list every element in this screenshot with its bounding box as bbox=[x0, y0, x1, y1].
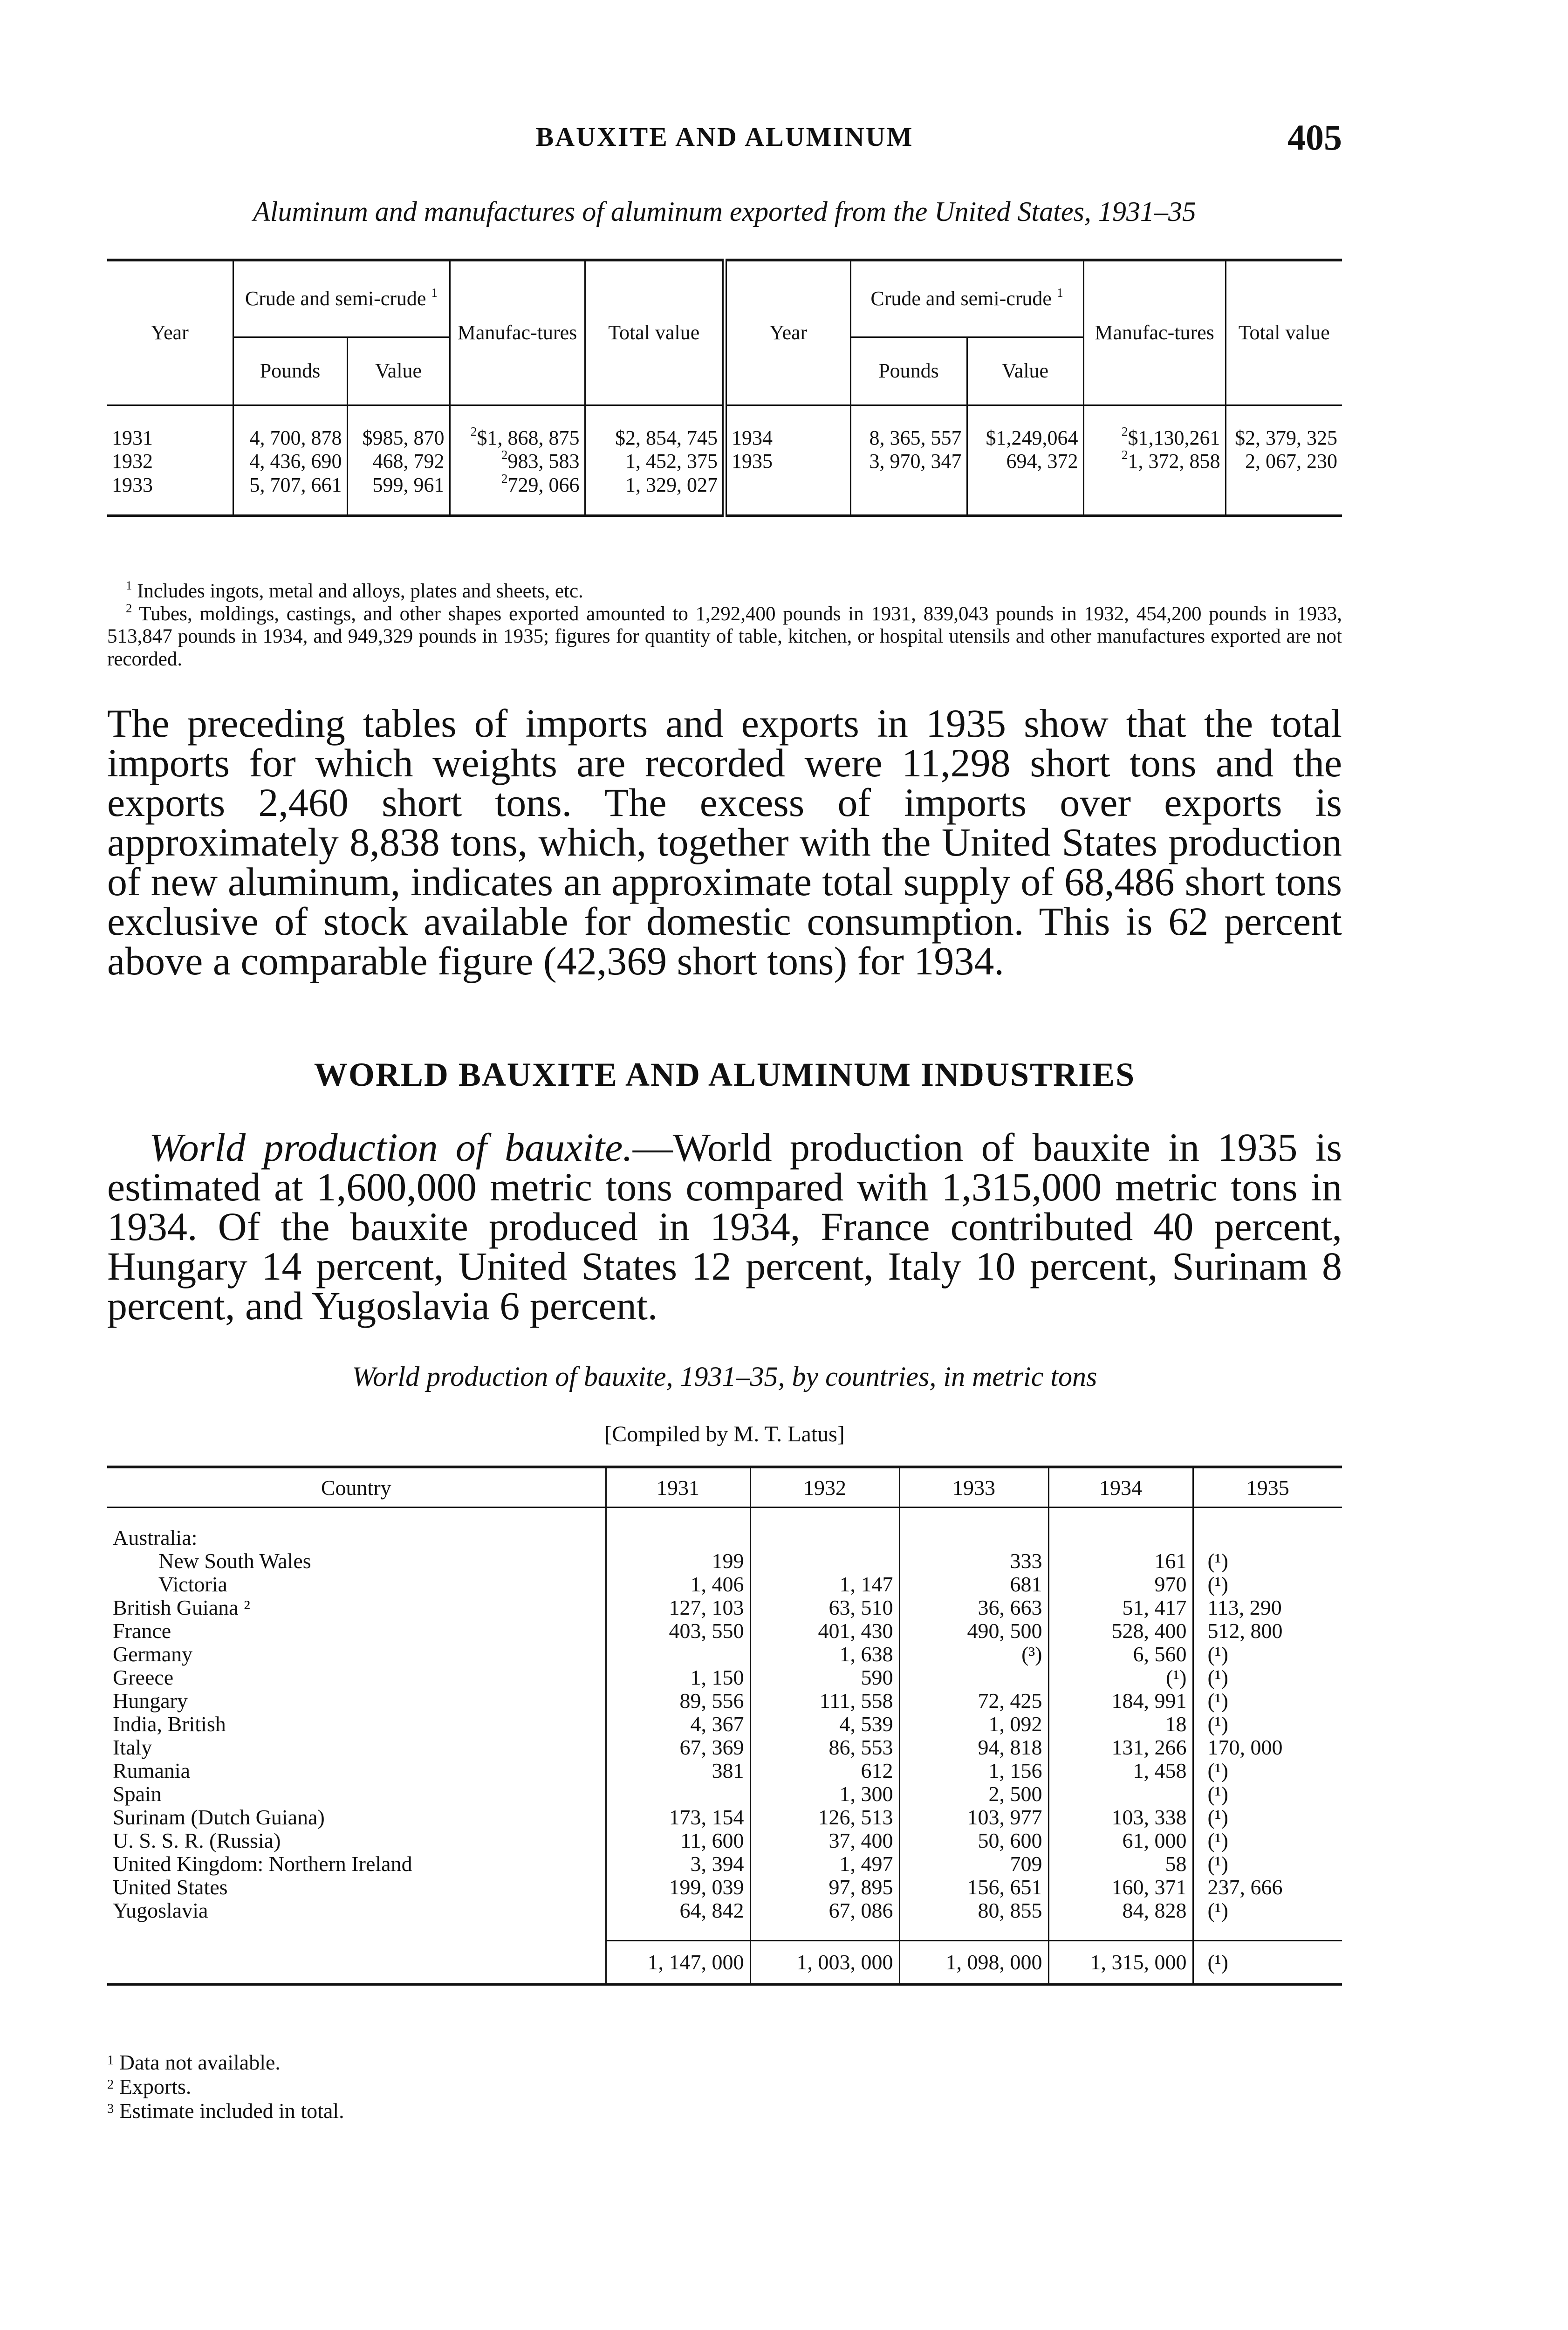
country-cell: Victoria bbox=[107, 1573, 606, 1596]
value-cell: 67, 369 bbox=[606, 1736, 750, 1759]
value-cell: 89, 556 bbox=[606, 1689, 750, 1713]
col-1932: 1932 bbox=[750, 1467, 899, 1508]
body-paragraph: The preceding tables of imports and exports in 1935 show that the total imports for which weights are recorded were 11,298 short tons and the exports 2,460 short tons. The excess of imports over exports is approximately 8,838 tons, which, together with the United States production of new aluminum, indicates an approximate total supply of 68,486 short tons exclusive of stock available for domestic consumption. This is 62 percent above a comparable figure (42,369 short tons) for 1934. bbox=[107, 701, 1342, 983]
col-1931: 1931 bbox=[606, 1467, 750, 1508]
value-cell: 103, 977 bbox=[899, 1806, 1048, 1829]
value-cell: 51, 417 bbox=[1048, 1596, 1193, 1619]
value-cell: 199, 039 bbox=[606, 1876, 750, 1899]
country-cell: France bbox=[107, 1619, 606, 1643]
value-cell: 94, 818 bbox=[899, 1736, 1048, 1759]
table-row: 1931 4, 700, 878 $985, 870 $^2$\$1, 868, 875 $2, 854, 745 1934 8, 365, 557 $1,249,064 $^2$\$1,130,261 $2, 379, 325 bbox=[107, 426, 1342, 450]
value-cell: 403, 550 bbox=[606, 1619, 750, 1643]
value-cell: (¹) bbox=[1207, 1758, 1228, 1782]
table-row bbox=[107, 1596, 1342, 1619]
value-cell: 1, 458 bbox=[1048, 1759, 1193, 1782]
col-1933: 1933 bbox=[899, 1467, 1048, 1508]
table-row bbox=[107, 1689, 1342, 1713]
value-cell: 64, 842 bbox=[606, 1899, 750, 1922]
table-row bbox=[107, 1876, 1342, 1899]
col-value-2: Value bbox=[967, 337, 1083, 404]
value-cell: 127, 103 bbox=[606, 1596, 750, 1619]
value-cell bbox=[606, 1782, 750, 1806]
country-cell: Greece bbox=[107, 1666, 606, 1689]
footnote: $^1$ Data not available. bbox=[107, 2050, 281, 2074]
value-cell: 1, 638 bbox=[750, 1643, 899, 1666]
production-footnotes bbox=[107, 2050, 344, 2123]
value-cell: 237, 666 bbox=[1207, 1875, 1283, 1899]
value-cell: (¹) bbox=[1207, 1898, 1228, 1922]
value-cell: 199 bbox=[606, 1549, 750, 1573]
value-cell: (¹) bbox=[1048, 1666, 1193, 1689]
value-cell: 512, 800 bbox=[1207, 1618, 1283, 1643]
table-row bbox=[107, 1573, 1342, 1596]
value-cell bbox=[606, 1643, 750, 1666]
value-cell: 126, 513 bbox=[750, 1806, 899, 1829]
value-cell: 173, 154 bbox=[606, 1806, 750, 1829]
col-crude-2: Crude and semi-crude $^1$ bbox=[850, 260, 1083, 337]
table-row bbox=[107, 1829, 1342, 1852]
production-table bbox=[107, 1466, 1342, 1986]
value-cell: 1, 147 bbox=[750, 1573, 899, 1596]
section-heading: WORLD BAUXITE AND ALUMINUM INDUSTRIES bbox=[314, 1056, 1136, 1093]
value-cell: 50, 600 bbox=[899, 1829, 1048, 1852]
table-row bbox=[107, 1806, 1342, 1829]
value-cell: 160, 371 bbox=[1048, 1876, 1193, 1899]
value-cell: 63, 510 bbox=[750, 1596, 899, 1619]
col-manufactures-2: Manufac-tures bbox=[1083, 260, 1226, 404]
totals-row bbox=[107, 1941, 1342, 1985]
exports-table-caption: Aluminum and manufactures of aluminum exported from the United States, 1931–35 bbox=[253, 196, 1196, 227]
table-row bbox=[107, 1619, 1342, 1643]
value-cell: (¹) bbox=[1207, 1688, 1228, 1713]
col-year: Year bbox=[107, 260, 233, 404]
col-1935: 1935 bbox=[1193, 1467, 1342, 1508]
col-total-2: Total value bbox=[1226, 260, 1342, 404]
page-number: 405 bbox=[1287, 117, 1342, 158]
col-year-2: Year bbox=[725, 260, 850, 404]
value-cell: (¹) bbox=[1207, 1805, 1228, 1829]
table-row: 1933 5, 707, 661 599, 961 $^2$729, 066 1, 329, 027 bbox=[107, 473, 1342, 497]
value-cell: (¹) bbox=[1207, 1642, 1228, 1666]
value-cell: 1, 150 bbox=[606, 1666, 750, 1689]
value-cell: 80, 855 bbox=[899, 1899, 1048, 1922]
value-cell: 131, 266 bbox=[1048, 1736, 1193, 1759]
country-cell: New South Wales bbox=[107, 1549, 606, 1573]
value-cell: 381 bbox=[606, 1759, 750, 1782]
value-cell: (¹) bbox=[1207, 1828, 1228, 1852]
value-cell bbox=[1048, 1782, 1193, 1806]
value-cell: 4, 539 bbox=[750, 1713, 899, 1736]
value-cell bbox=[750, 1549, 899, 1573]
col-total: Total value bbox=[585, 260, 725, 404]
value-cell: 103, 338 bbox=[1048, 1806, 1193, 1829]
exports-footnotes bbox=[107, 580, 1342, 671]
country-cell: Spain bbox=[107, 1782, 606, 1806]
country-cell: Surinam (Dutch Guiana) bbox=[107, 1806, 606, 1829]
value-cell: 1, 300 bbox=[750, 1782, 899, 1806]
table-row bbox=[107, 1782, 1342, 1806]
value-cell bbox=[899, 1666, 1048, 1689]
col-manufactures: Manufac-tures bbox=[450, 260, 585, 404]
value-cell: (¹) bbox=[1207, 1712, 1228, 1736]
table-group-row: Australia: bbox=[107, 1526, 1342, 1549]
value-cell: 333 bbox=[899, 1549, 1048, 1573]
value-cell: 18 bbox=[1048, 1713, 1193, 1736]
total-cell: 1, 147, 000 bbox=[606, 1941, 750, 1985]
total-cell: 1, 003, 000 bbox=[750, 1941, 899, 1985]
total-cell: (¹) bbox=[1193, 1941, 1342, 1985]
value-cell: 111, 558 bbox=[750, 1689, 899, 1713]
value-cell: 37, 400 bbox=[750, 1829, 899, 1852]
body-paragraph: World production of bauxite.—World production of bauxite in 1935 is estimated at 1,600,000 metric tons compared with 1,315,000 metric tons in 1934. Of the bauxite produced in 1934, France contributed 40 percent, Hungary 14 percent, United States 12 percent, Italy 10 percent, Surinam 8 percent, and Yugoslavia 6 percent. bbox=[107, 1125, 1342, 1328]
value-cell: 2, 500 bbox=[899, 1782, 1048, 1806]
value-cell: 612 bbox=[750, 1759, 899, 1782]
country-cell: Hungary bbox=[107, 1689, 606, 1713]
value-cell: 490, 500 bbox=[899, 1619, 1048, 1643]
col-pounds-2: Pounds bbox=[850, 337, 967, 404]
footnote: $^3$ Estimate included in total. bbox=[107, 2099, 344, 2123]
value-cell: 6, 560 bbox=[1048, 1643, 1193, 1666]
value-cell: (³) bbox=[899, 1643, 1048, 1666]
value-cell: 161 bbox=[1048, 1549, 1193, 1573]
value-cell: 156, 651 bbox=[899, 1876, 1048, 1899]
paragraph-lead: World production of bauxite. bbox=[149, 1125, 633, 1170]
value-cell: 970 bbox=[1048, 1573, 1193, 1596]
value-cell: 36, 663 bbox=[899, 1596, 1048, 1619]
country-cell: British Guiana ² bbox=[107, 1596, 606, 1619]
table-row bbox=[107, 1549, 1342, 1573]
value-cell: 11, 600 bbox=[606, 1829, 750, 1852]
exports-table bbox=[107, 259, 1342, 517]
running-header bbox=[107, 116, 1342, 163]
table-row bbox=[107, 1713, 1342, 1736]
total-cell: 1, 315, 000 bbox=[1048, 1941, 1193, 1985]
country-cell: India, British bbox=[107, 1713, 606, 1736]
value-cell: 3, 394 bbox=[606, 1852, 750, 1876]
col-pounds: Pounds bbox=[233, 337, 347, 404]
country-cell: Italy bbox=[107, 1736, 606, 1759]
country-cell: United Kingdom: Northern Ireland bbox=[107, 1852, 606, 1876]
value-cell: 170, 000 bbox=[1207, 1735, 1283, 1759]
col-value: Value bbox=[347, 337, 450, 404]
table-row bbox=[107, 1736, 1342, 1759]
footnote: $^2$ Tubes, moldings, castings, and other shapes exported amounted to 1,292,400 pounds in 1931, 839,043 pounds in 1932, 454,200 pounds in 1933, 513,847 pounds in 1934, and 949,329 pounds in 1935; figures for quantity of table, kitchen, or hospital utensils and other manufactures exported are not recorded. bbox=[107, 601, 1342, 670]
value-cell: (¹) bbox=[1207, 1851, 1228, 1876]
country-cell: Germany bbox=[107, 1643, 606, 1666]
value-cell: 4, 367 bbox=[606, 1713, 750, 1736]
total-cell: 1, 098, 000 bbox=[899, 1941, 1048, 1985]
table-row bbox=[107, 1899, 1342, 1922]
value-cell: 528, 400 bbox=[1048, 1619, 1193, 1643]
country-cell: Yugoslavia bbox=[107, 1899, 606, 1922]
running-title: BAUXITE AND ALUMINUM bbox=[535, 122, 914, 152]
table-row bbox=[107, 1643, 1342, 1666]
country-cell: U. S. S. R. (Russia) bbox=[107, 1829, 606, 1852]
value-cell: 1, 406 bbox=[606, 1573, 750, 1596]
col-1934: 1934 bbox=[1048, 1467, 1193, 1508]
footnote: $^1$ Includes ingots, metal and alloys, plates and sheets, etc. bbox=[126, 578, 583, 602]
value-cell: 1, 497 bbox=[750, 1852, 899, 1876]
value-cell: (¹) bbox=[1207, 1572, 1228, 1596]
footnote: $^2$ Exports. bbox=[107, 2075, 192, 2098]
value-cell: 84, 828 bbox=[1048, 1899, 1193, 1922]
value-cell: 97, 895 bbox=[750, 1876, 899, 1899]
col-crude: Crude and semi-crude $^1$ bbox=[233, 260, 450, 337]
value-cell: 86, 553 bbox=[750, 1736, 899, 1759]
value-cell: 401, 430 bbox=[750, 1619, 899, 1643]
value-cell: 1, 092 bbox=[899, 1713, 1048, 1736]
value-cell: 590 bbox=[750, 1666, 899, 1689]
table-row bbox=[107, 1852, 1342, 1876]
value-cell: (¹) bbox=[1207, 1782, 1228, 1806]
value-cell: 58 bbox=[1048, 1852, 1193, 1876]
value-cell: (¹) bbox=[1207, 1665, 1228, 1689]
value-cell: 709 bbox=[899, 1852, 1048, 1876]
country-cell: Rumania bbox=[107, 1759, 606, 1782]
value-cell: 72, 425 bbox=[899, 1689, 1048, 1713]
table-row bbox=[107, 1759, 1342, 1782]
compiled-by-note: [Compiled by M. T. Latus] bbox=[604, 1422, 845, 1446]
value-cell: 61, 000 bbox=[1048, 1829, 1193, 1852]
production-table-caption: World production of bauxite, 1931–35, by countries, in metric tons bbox=[352, 1361, 1097, 1392]
value-cell: 681 bbox=[899, 1573, 1048, 1596]
value-cell: (¹) bbox=[1207, 1549, 1228, 1573]
table-row bbox=[107, 1666, 1342, 1689]
table-row: 1932 4, 436, 690 468, 792 $^2$983, 583 1, 452, 375 1935 3, 970, 347 694, 372 $^2$1, 372, 858 2, 067, 230 bbox=[107, 450, 1342, 473]
col-country: Country bbox=[107, 1467, 606, 1508]
value-cell: 113, 290 bbox=[1207, 1595, 1282, 1619]
value-cell: 184, 991 bbox=[1048, 1689, 1193, 1713]
value-cell: 1, 156 bbox=[899, 1759, 1048, 1782]
value-cell: 67, 086 bbox=[750, 1899, 899, 1922]
country-cell: United States bbox=[107, 1876, 606, 1899]
